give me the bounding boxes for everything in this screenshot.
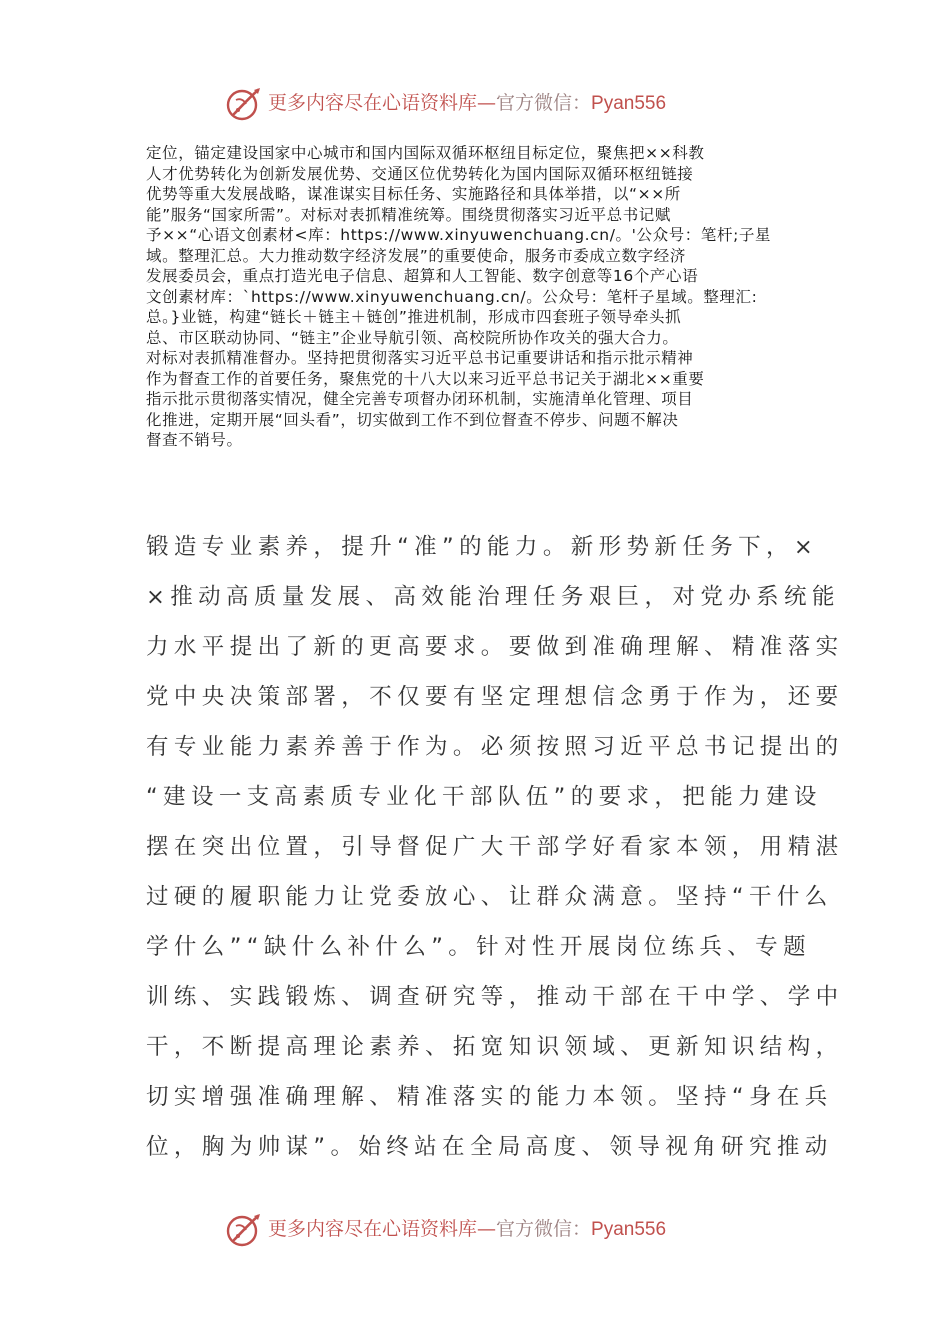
header-banner	[0, 84, 950, 124]
header-wechat-label: 官方微信：	[496, 92, 592, 114]
small-text-line: 人才优势转化为创新发展优势、交通区位优势转化为国内国际双循环枢纽链接	[146, 164, 694, 183]
small-text-line: 发展委员会，重点打造光电子信息、超算和人工智能、数字创意等16个产心语	[146, 267, 699, 285]
pen-logo-icon	[224, 84, 264, 124]
small-text-line: 总。}业链，构建“链长＋链主＋链创”推进机制，形成市四套班子领导牵头抓	[146, 308, 682, 326]
large-text-line: 力水平提出了新的更高要求。要做到准确理解、精准落实	[146, 634, 844, 660]
footer-dash: —	[477, 1218, 497, 1240]
header-wechat-id: Pyan556	[591, 93, 667, 114]
small-text-line: 总、市区联动协同、“链主”企业导航引领、高校院所协作攻关的强大合力。	[146, 328, 679, 347]
footer-wechat-id: Pyan556	[591, 1219, 667, 1240]
large-text-line: 有专业能力素养善于作为。必须按照习近平总书记提出的	[146, 734, 844, 760]
large-text-line: 学什么”“缺什么补什么”。针对性开展岗位练兵、专题	[146, 934, 811, 960]
small-text-line: 指示批示贯彻落实情况，健全完善专项督办闭环机制，实施清单化管理、项目	[146, 390, 694, 408]
large-text-line: ×推动高质量发展、高效能治理任务艰巨，对党办系统能	[146, 584, 840, 610]
small-text-line: 予××“心语文创素材<库：https://www.xinyuwenchuang.cn/。'公众号：笔杆;子星	[146, 226, 772, 244]
header-banner-text	[268, 90, 666, 117]
small-text-line: 化推进，定期开展“回头看”，切实做到工作不到位督查不停步、问题不解决	[146, 410, 679, 429]
large-text-line: 党中央决策部署，不仅要有坚定理想信念勇于作为，还要	[146, 684, 844, 710]
small-text-line: 定位，锚定建设国家中心城市和国内国际双循环枢纽目标定位，聚焦把××科教	[146, 144, 705, 162]
footer-banner-text	[268, 1216, 666, 1243]
large-text-line: 位，胸为帅谋”。始终站在全局高度、领导视角研究推动	[146, 1134, 833, 1160]
footer-wechat-label: 官方微信：	[496, 1218, 592, 1240]
large-text-line: 训练、实践锻炼、调查研究等，推动干部在干中学、学中	[146, 984, 844, 1010]
header-brand: 更多内容尽在心语资料库	[268, 92, 478, 114]
footer-banner	[0, 1210, 950, 1250]
large-text-line: “建设一支高素质专业化干部队伍”的要求，把能力建设	[146, 784, 822, 810]
small-text-line: 对标对表抓精准督办。坚持把贯彻落实习近平总书记重要讲话和指示批示精神	[146, 349, 694, 367]
small-text-line: 能”服务“国家所需”。对标对表抓精准统筹。围绕贯彻落实习近平总书记赋	[146, 205, 671, 224]
small-text-line: 作为督查工作的首要任务，聚焦党的十八大以来习近平总书记关于湖北××重要	[146, 369, 705, 388]
large-text-line: 干，不断提高理论素养、拓宽知识领域、更新知识结构，	[146, 1034, 844, 1060]
small-text-line: 优势等重大发展战略，谋准谋实目标任务、实施路径和具体举措，以“××所	[146, 185, 681, 203]
small-text-line: 文创素材库：`https://www.xinyuwenchuang.cn/。公众号：笔杆子星域。整理汇:	[146, 287, 758, 306]
large-text-line: 锻造专业素养，提升“准”的能力。新形势新任务下，×	[146, 534, 819, 560]
large-text-line: 切实增强准确理解、精准落实的能力本领。坚持“身在兵	[146, 1084, 833, 1110]
header-dash: —	[477, 92, 497, 114]
small-text-line: 督查不销号。	[146, 431, 243, 449]
large-text-line: 过硬的履职能力让党委放心、让群众满意。坚持“干什么	[146, 884, 833, 910]
footer-brand: 更多内容尽在心语资料库	[268, 1218, 478, 1240]
small-text-paragraph	[146, 143, 806, 451]
pen-logo-icon	[224, 1210, 264, 1250]
large-text-paragraph	[146, 522, 844, 1172]
small-text-line: 域。整理汇总。大力推动数字经济发展”的重要使命，服务市委成立数字经济	[146, 246, 686, 265]
large-text-line: 摆在突出位置，引导督促广大干部学好看家本领，用精湛	[146, 834, 844, 860]
